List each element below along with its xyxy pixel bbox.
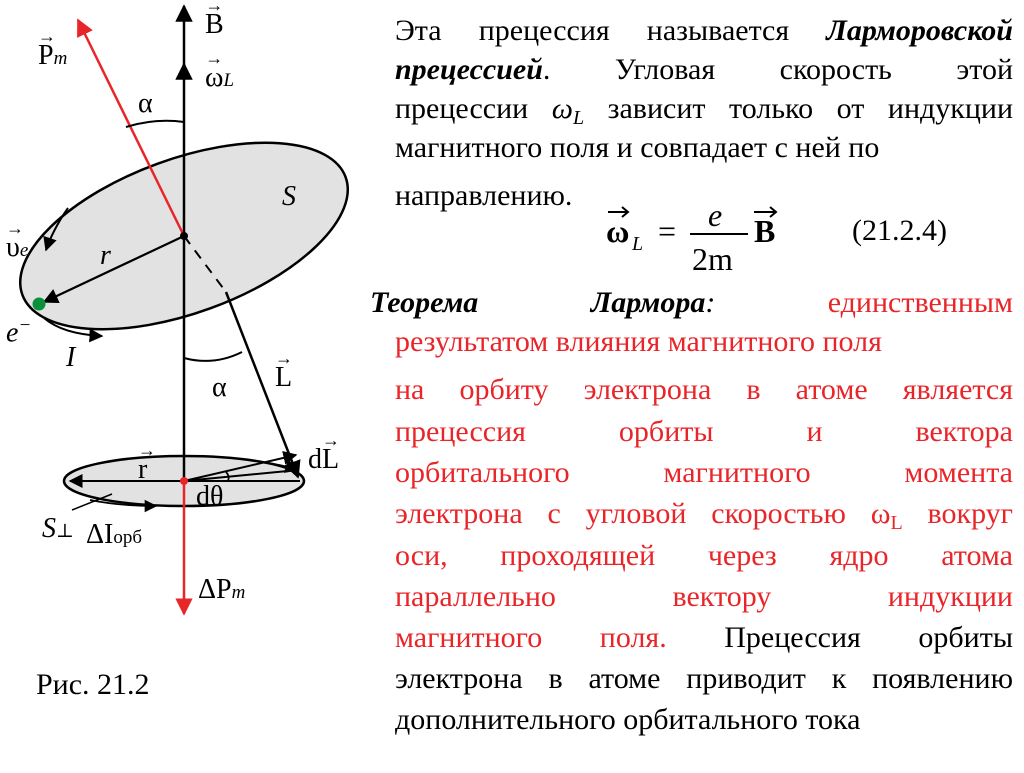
alpha-arc-top bbox=[126, 121, 184, 127]
electron-point bbox=[33, 298, 46, 311]
formula-b: B bbox=[754, 213, 776, 249]
nucleus-point bbox=[180, 232, 188, 240]
red-line-4: электрона с угловой скоростью $\omega_L$ вокруг bbox=[395, 497, 1013, 534]
text-line-2: прецессией. Угловая скорость этой bbox=[395, 53, 1013, 86]
formula-den: 2m bbox=[692, 241, 733, 274]
formula-sub: L bbox=[632, 233, 644, 255]
red-line-7: магнитного поля. Прецессия орбиты bbox=[395, 621, 1013, 654]
figure-drawing bbox=[0, 0, 370, 768]
formula-eq: = bbox=[658, 213, 677, 249]
formula-drawing bbox=[604, 194, 804, 274]
label-e: e− bbox=[6, 315, 32, 349]
label-dtheta: dθ bbox=[196, 481, 224, 512]
label-delta-pm: ΔPm bbox=[198, 574, 246, 605]
theorem-line-2: результатом влияния магнитного поля bbox=[395, 325, 882, 358]
formula-omega: ω bbox=[606, 213, 630, 249]
label-omega-l: → ωL bbox=[205, 64, 234, 92]
small-center-point bbox=[180, 477, 188, 485]
formula-num: e bbox=[708, 197, 723, 233]
equation-number: (21.2.4) bbox=[852, 214, 947, 247]
label-pm: → Pm bbox=[38, 42, 67, 70]
label-v-e: → υe bbox=[6, 234, 28, 262]
alpha-arc-bottom bbox=[184, 352, 242, 361]
text-line-5: направлению. bbox=[395, 179, 573, 212]
label-dl: d→ L bbox=[308, 446, 339, 474]
red-line-6: параллельно вектору индукции bbox=[395, 580, 1013, 613]
label-alpha-bottom: α bbox=[212, 372, 227, 403]
red-line-5: оси, проходящей через ядро атома bbox=[395, 539, 1013, 572]
end-line-2: дополнительного орбитального тока bbox=[395, 703, 861, 736]
red-line-2: прецессия орбиты и вектора bbox=[395, 415, 1013, 448]
label-r-small: → r bbox=[138, 456, 147, 484]
red-line-3: орбитального магнитного момента bbox=[395, 456, 1013, 489]
figure-caption: Рис. 21.2 bbox=[36, 668, 150, 701]
label-b: → B bbox=[205, 11, 224, 39]
label-delta-i: ΔIорб bbox=[86, 519, 143, 550]
label-s: S bbox=[282, 181, 296, 212]
label-i: I bbox=[66, 342, 76, 373]
label-s-perp: S⊥ bbox=[42, 513, 74, 544]
label-r-orbit: r bbox=[100, 240, 111, 271]
text-line-3: прецессии $\omega_L$ зависит только от индукции bbox=[395, 92, 1013, 129]
theorem-line-1: Теорема Лармора: единственным bbox=[370, 286, 1014, 319]
larmor-formula bbox=[604, 194, 804, 274]
end-line-1: электрона в атоме приводит к появлению bbox=[395, 662, 1013, 695]
text-line-4: магнитного поля и совпадает с ней по bbox=[395, 131, 880, 164]
red-line-1: на орбиту электрона в атоме является bbox=[395, 373, 1013, 406]
text-line-1: Эта прецессия называется Ларморовской bbox=[395, 14, 1013, 47]
larmor-precession-figure bbox=[0, 0, 370, 768]
label-alpha-top: α bbox=[138, 88, 153, 119]
label-l: → L bbox=[275, 364, 292, 392]
